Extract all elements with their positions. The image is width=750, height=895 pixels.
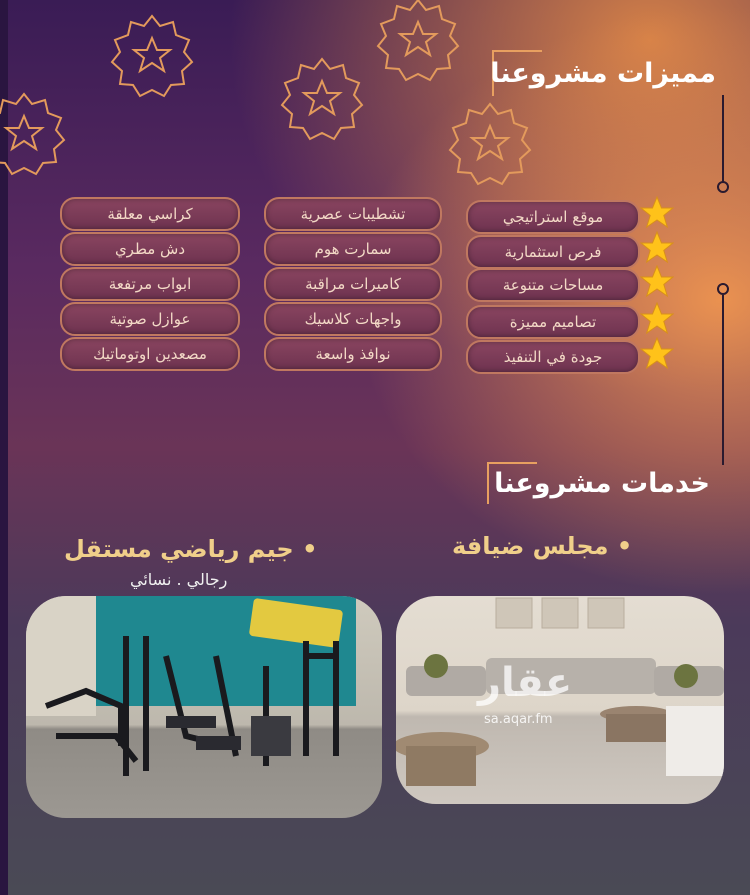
feature-pill: سمارت هوم bbox=[264, 232, 442, 266]
feature-pill: عوازل صوتية bbox=[60, 302, 240, 336]
gold-star-icon bbox=[640, 265, 674, 299]
feature-pill: مساحات متنوعة bbox=[466, 268, 640, 302]
feature-pill: نوافذ واسعة bbox=[264, 337, 442, 371]
feature-pill: فرص استثمارية bbox=[466, 235, 640, 269]
watermark-url: sa.aqar.fm bbox=[484, 712, 553, 727]
star-badge-icon bbox=[0, 90, 68, 178]
gold-star-icon bbox=[640, 196, 674, 230]
feature-pill: دش مطري bbox=[60, 232, 240, 266]
feature-pill: تشطيبات عصرية bbox=[264, 197, 442, 231]
gold-star-icon bbox=[640, 337, 674, 371]
star-badge-icon bbox=[446, 100, 534, 188]
majlis-label: • مجلس ضيافة bbox=[452, 532, 633, 560]
feature-pill: كراسي معلقة bbox=[60, 197, 240, 231]
gym-photo bbox=[26, 596, 382, 818]
services-title-frame bbox=[487, 462, 489, 504]
connector-line bbox=[722, 295, 724, 465]
star-badge-icon bbox=[374, 0, 462, 84]
feature-pill: تصاميم مميزة bbox=[466, 305, 640, 339]
feature-pill: موقع استراتيجي bbox=[466, 200, 640, 234]
gold-star-icon bbox=[640, 302, 674, 336]
gym-equipment-illustration bbox=[26, 596, 382, 818]
features-title: مميزات مشروعنا bbox=[490, 58, 716, 89]
connector-dot bbox=[717, 181, 729, 193]
feature-pill: واجهات كلاسيك bbox=[264, 302, 442, 336]
gold-star-icon bbox=[640, 231, 674, 265]
feature-pill: ابواب مرتفعة bbox=[60, 267, 240, 301]
feature-pill: كاميرات مراقبة bbox=[264, 267, 442, 301]
services-title-frame bbox=[487, 462, 537, 464]
feature-pill: جودة في التنفيذ bbox=[466, 340, 640, 374]
connector-line bbox=[722, 95, 724, 183]
feature-pill: مصعدين اوتوماتيك bbox=[60, 337, 240, 371]
features-title-frame bbox=[492, 50, 542, 52]
gym-subtitle: رجالي . نسائي bbox=[130, 570, 228, 589]
connector-dot bbox=[717, 283, 729, 295]
watermark-logo: عقار bbox=[478, 660, 573, 706]
services-title: خدمات مشروعنا bbox=[494, 468, 710, 499]
gym-label: • جيم رياضي مستقل bbox=[64, 535, 318, 563]
star-badge-icon bbox=[278, 55, 366, 143]
star-badge-icon bbox=[108, 12, 196, 100]
